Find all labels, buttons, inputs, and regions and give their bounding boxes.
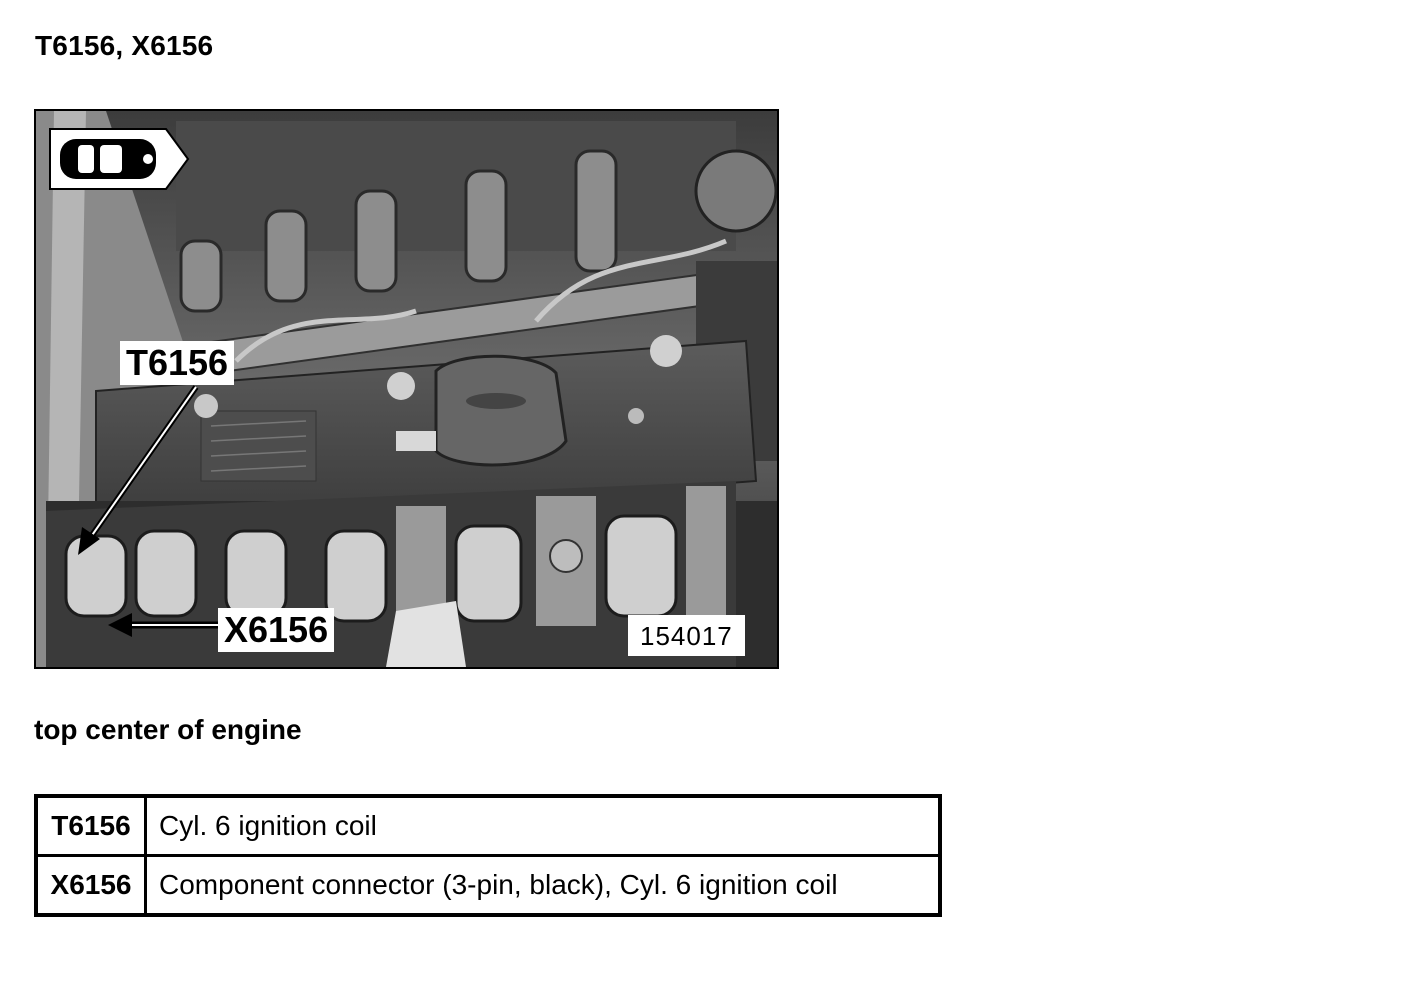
table-row <box>36 796 940 856</box>
engine-photo-illustration <box>36 111 777 667</box>
car-top-view-icon <box>50 129 188 189</box>
component-code: X6156 <box>36 856 146 916</box>
component-description: Component connector (3-pin, black), Cyl. 6 ignition coil <box>146 856 941 916</box>
page-heading: T6156, X6156 <box>35 30 214 61</box>
component-description: Cyl. 6 ignition coil <box>146 796 941 856</box>
engine-photo <box>34 109 779 669</box>
component-code: T6156 <box>36 796 146 856</box>
callout-x6156: X6156 <box>218 608 334 652</box>
location-caption: top center of engine <box>34 714 302 745</box>
table-row <box>36 856 940 916</box>
figure-number: 154017 <box>628 615 745 656</box>
component-legend-table <box>34 794 942 917</box>
callout-t6156: T6156 <box>120 341 234 385</box>
